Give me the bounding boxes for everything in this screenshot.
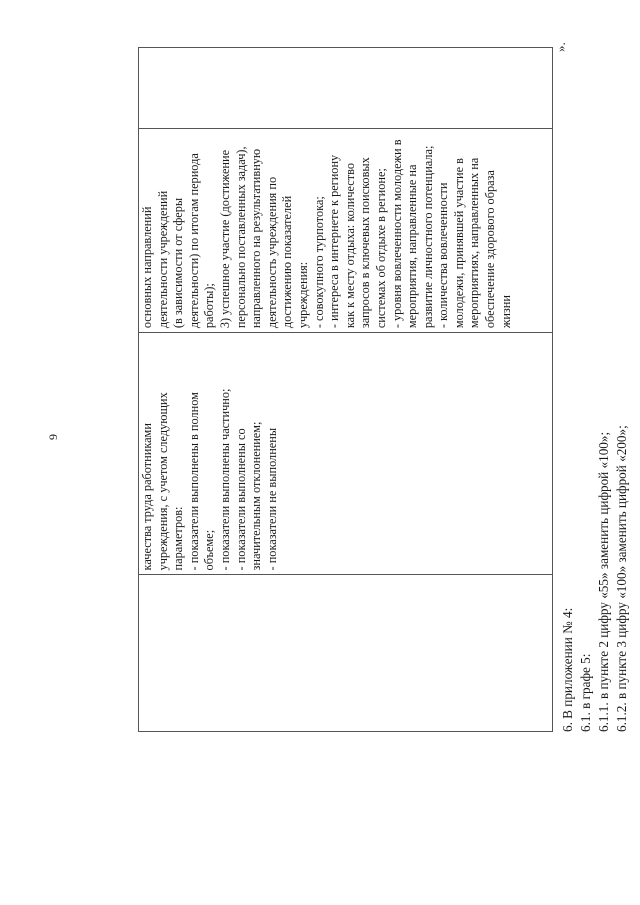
cell-line: - показатели не выполнены bbox=[264, 427, 279, 571]
cell-line: работы); bbox=[202, 283, 217, 329]
note-line: 6.1.1. в пункте 2 цифру «55» заменить цифрой «100»; bbox=[596, 431, 611, 732]
cell-line: деятельности) по итогам периода bbox=[186, 153, 201, 329]
note-line: 6.1. в графе 5: bbox=[578, 653, 593, 732]
cell-line: деятельность учреждения по bbox=[264, 176, 279, 329]
table-cell-col2 bbox=[139, 332, 552, 574]
cell-line: жизни bbox=[498, 295, 513, 329]
cell-line: учреждения, с учетом следующих bbox=[155, 392, 170, 571]
page-number: 9 bbox=[46, 434, 60, 440]
amendment-notes bbox=[559, 425, 631, 732]
cell-line: достижению показателей bbox=[280, 195, 295, 329]
note-line: 6.1.2. в пункте 3 цифру «100» заменить цифрой «200»; bbox=[614, 425, 629, 732]
cell-line: значительным отклонением; bbox=[249, 421, 264, 571]
rotated-page bbox=[40, 22, 629, 882]
closing-quote: ». bbox=[553, 42, 568, 52]
cell-line: качества труда работниками bbox=[140, 423, 154, 571]
cell-line: - показатели выполнены со bbox=[233, 428, 248, 571]
cell-line: обеспечение здорового образа bbox=[483, 170, 498, 329]
table-cell-col3 bbox=[139, 128, 552, 332]
cell-text-col4 bbox=[139, 48, 140, 128]
cell-line: учреждения: bbox=[295, 261, 310, 329]
cell-line: - показатели выполнены частично; bbox=[217, 388, 232, 571]
cell-text-col2 bbox=[139, 333, 280, 574]
cell-line: мероприятиях, направленных на bbox=[467, 157, 482, 329]
cell-line: объеме; bbox=[202, 529, 217, 571]
cell-text-col1 bbox=[139, 575, 140, 731]
document-table bbox=[138, 47, 553, 732]
cell-line: 3) успешное участие (достижение bbox=[217, 149, 232, 329]
cell-line: как к месту отдыха: количество bbox=[342, 163, 357, 329]
cell-line: системах об отдыхе в регионе; bbox=[373, 168, 388, 329]
note-line: 6. В приложении № 4: bbox=[560, 607, 575, 732]
cell-line: - совокупного турпотока; bbox=[311, 196, 326, 329]
cell-line: - количества вовлеченности bbox=[436, 182, 451, 329]
cell-line: основных направлений bbox=[140, 206, 154, 329]
cell-line: - интереса в интернете к региону bbox=[327, 154, 342, 329]
table-cell-col4 bbox=[139, 48, 552, 128]
table-cell-col1 bbox=[139, 574, 552, 731]
cell-line: (в зависимости от сферы bbox=[171, 197, 186, 329]
cell-line: молодежи, принявшей участие в bbox=[451, 158, 466, 329]
cell-line: - уровня вовлеченности молодежи в bbox=[389, 139, 404, 329]
cell-line: мероприятия, направленные на bbox=[405, 164, 420, 329]
cell-line: параметров: bbox=[171, 506, 186, 571]
cell-line: деятельности учреждений bbox=[155, 190, 170, 329]
cell-line: запросов в ключевых поисковых bbox=[358, 157, 373, 329]
cell-line: - показатели выполнены в полном bbox=[186, 392, 201, 571]
cell-line: направленного на результативную bbox=[249, 148, 264, 329]
cell-line: развитие личностного потенциала; bbox=[420, 145, 435, 329]
cell-text-col3 bbox=[139, 129, 514, 332]
cell-line: персонально поставленных задач), bbox=[233, 146, 248, 329]
